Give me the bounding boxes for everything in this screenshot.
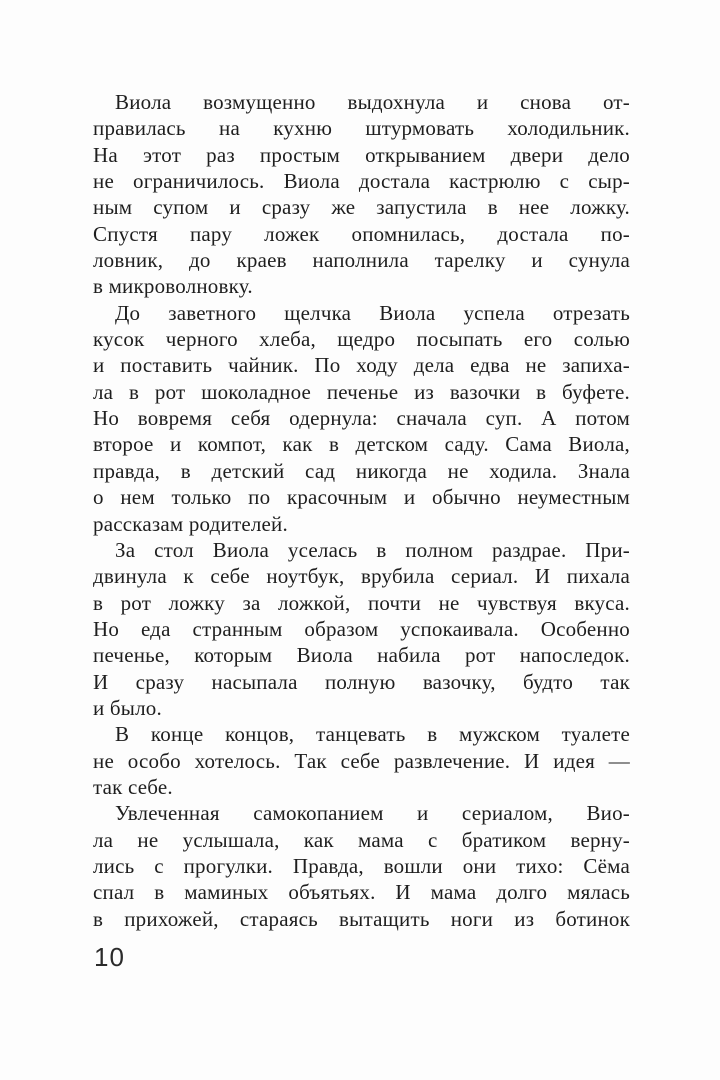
paragraph	[93, 89, 630, 300]
paragraph	[93, 721, 630, 800]
text-line: в прихожей, стараясь вытащить ноги из ботинок	[93, 906, 630, 931]
text-line: о нем только по красочным и обычно неуместным	[93, 485, 630, 510]
page-number: 10	[94, 942, 125, 972]
text-line: ла в рот шоколадное печенье из вазочки в буфете.	[93, 379, 630, 404]
text-line: так себе.	[93, 774, 173, 799]
text-line: спал в маминых объятьях. И мама долго мялась	[93, 880, 630, 905]
paragraph	[93, 800, 630, 932]
text-line: В конце концов, танцевать в мужском туалете	[115, 722, 630, 747]
text-line: ла не услышала, как мама с братиком верну-	[93, 827, 630, 852]
text-line: Спустя пару ложек опомнилась, достала по-	[93, 221, 630, 246]
text-line: ным супом и сразу же запустила в нее ложку.	[93, 195, 630, 220]
text-line: и было.	[93, 695, 162, 720]
paragraph	[93, 537, 630, 721]
text-block	[93, 89, 630, 932]
text-line: До заветного щелчка Виола успела отрезать	[115, 300, 630, 325]
text-line: правда, в детский сад никогда не ходила. Знала	[93, 458, 630, 483]
text-line: не особо хотелось. Так себе развлечение. И идея —	[93, 748, 630, 773]
text-line: и поставить чайник. По ходу дела едва не запиха-	[93, 353, 630, 378]
text-line: лись с прогулки. Правда, вошли они тихо: Сёма	[93, 853, 630, 878]
paragraph	[93, 300, 630, 537]
text-line: Увлеченная самокопанием и сериалом, Вио-	[115, 801, 630, 826]
text-line: Но еда странным образом успокаивала. Особенно	[93, 616, 630, 641]
text-line: второе и компот, как в детском саду. Сама Виола,	[93, 432, 630, 457]
text-line: не ограничилось. Виола достала кастрюлю с сыр-	[93, 169, 630, 194]
text-line: в микроволновку.	[93, 274, 253, 299]
text-line: двинула к себе ноутбук, врубила сериал. И пихала	[93, 564, 630, 589]
text-line: Но вовремя себя одернула: сначала суп. А потом	[93, 406, 630, 431]
text-line: За стол Виола уселась в полном раздрае. При-	[115, 537, 630, 562]
text-line: правилась на кухню штурмовать холодильник.	[93, 116, 630, 141]
text-line: печенье, которым Виола набила рот напоследок.	[93, 643, 630, 668]
text-line: И сразу насыпала полную вазочку, будто так	[93, 669, 630, 694]
text-line: Виола возмущенно выдохнула и снова от-	[115, 90, 630, 114]
text-line: кусок черного хлеба, щедро посыпать его солью	[93, 327, 630, 352]
text-line: в рот ложку за ложкой, почти не чувствуя вкуса.	[93, 590, 630, 615]
text-line: ловник, до краев наполнила тарелку и сунула	[93, 248, 630, 273]
text-line: На этот раз простым открыванием двери дело	[93, 142, 630, 167]
text-line: рассказам родителей.	[93, 511, 288, 536]
